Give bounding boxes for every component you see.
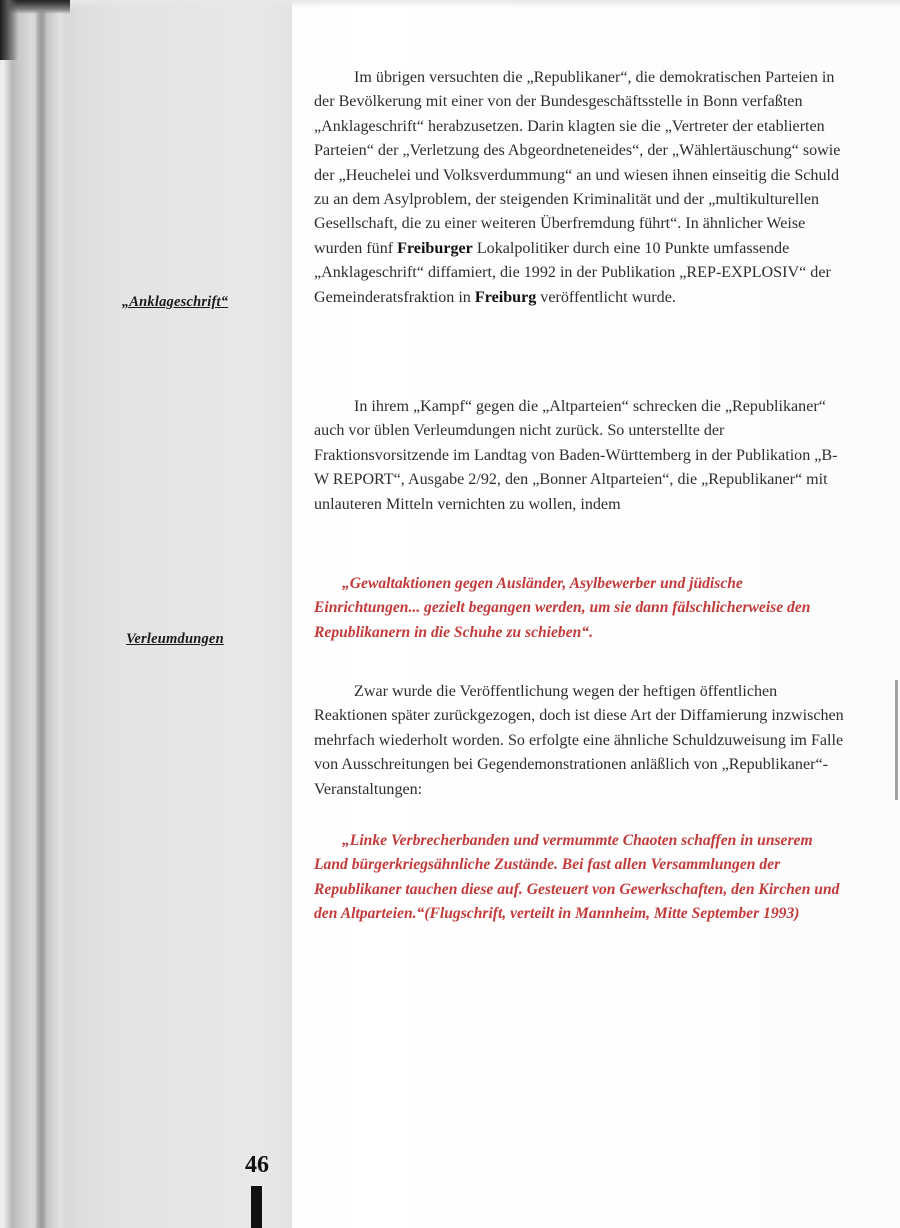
page-top-shade — [70, 0, 900, 8]
scan-corner-mark-vertical — [0, 0, 18, 60]
page-number: 46 — [245, 1152, 269, 1178]
bold-term-freiburg: Freiburg — [474, 288, 537, 306]
scan-edge-mark — [895, 680, 898, 800]
page-marker-bar — [251, 1186, 262, 1228]
paragraph-text: veröffentlicht wurde. — [536, 288, 676, 306]
paragraph-text: Lokalpolitiker durch eine 10 Punkte umfassende „Anklageschrift“ diffamiert, die 1992 in der Publikation „REP-EXPLOSIV“ der Gemeinderatsfraktion in — [314, 239, 831, 306]
paragraph-diffamierung: Zwar wurde die Veröffentlichung wegen der heftigen öffentlichen Reaktionen später zurückgezogen, doch ist diese Art der Diffamierung inzwischen mehrfach wiederholt worden. So erfolgte eine ähnliche Schuldzuweisung im Falle von Ausschreitungen bei Gegendemonstrationen anläßlich von „Republikaner“-Veranstaltungen: — [314, 683, 844, 798]
bold-term-freiburger: Freiburger — [397, 239, 473, 257]
paragraph-anklageschrift — [314, 66, 844, 310]
quote-flugschrift: „Linke Verbrecherbanden und vermummte Chaoten schaffen in unserem Land bürgerkriegsähnliche Zustände. Bei fast allen Versammlungen der Republikaner tauchen diese auf. Gesteuert von Gewerkschaften, den Kirchen und den Altparteien.“(Flugschrift, verteilt in Mannheim, Mitte September 1993) — [314, 832, 840, 923]
paragraph-text: Im übrigen versuchten die „Republikaner“, die demokratischen Parteien in der Bevölkerung mit einer von der Bundesgeschäftsstelle in Bonn verfaßten „Anklageschrift“ herabzusetzen. Darin klagten sie die „Vertreter der etablierten Parteien“ der „Verletzung des Abgeordneteneides“, der „Wählertäuschung“ sowie der „Heuchelei und Volksverdummung“ an und wiesen ihnen einseitig die Schuld zu an dem Asylproblem, der steigenden Kriminalität und der „multikulturellen Gesellschaft, die zu einer weiteren Überfremdung führt“. In ähnlicher Weise wurden fünf — [314, 69, 841, 257]
quote-gewaltaktionen: „Gewaltaktionen gegen Ausländer, Asylbewerber und jüdische Einrichtungen... gezielt begangen werden, um sie dann fälschlicherweise den Republikanern in die Schuhe zu schieben“. — [314, 575, 811, 641]
margin-label-verleumdungen: Verleumdungen — [126, 631, 224, 647]
paragraph-verleumdungen: In ihrem „Kampf“ gegen die „Altparteien“ schrecken die „Republikaner“ auch vor üblen Verleumdungen nicht zurück. So unterstellte der Fraktionsvorsitzende im Landtag von Baden-Württemberg in der Publikation „B-W REPORT“, Ausgabe 2/92, den „Bonner Altparteien“, die „Republikaner“ mit unlauteren Mitteln vernichten zu wollen, indem — [314, 398, 838, 513]
binding-shadow — [36, 0, 46, 1228]
margin-label-anklageschrift: „Anklageschrift“ — [121, 294, 229, 310]
